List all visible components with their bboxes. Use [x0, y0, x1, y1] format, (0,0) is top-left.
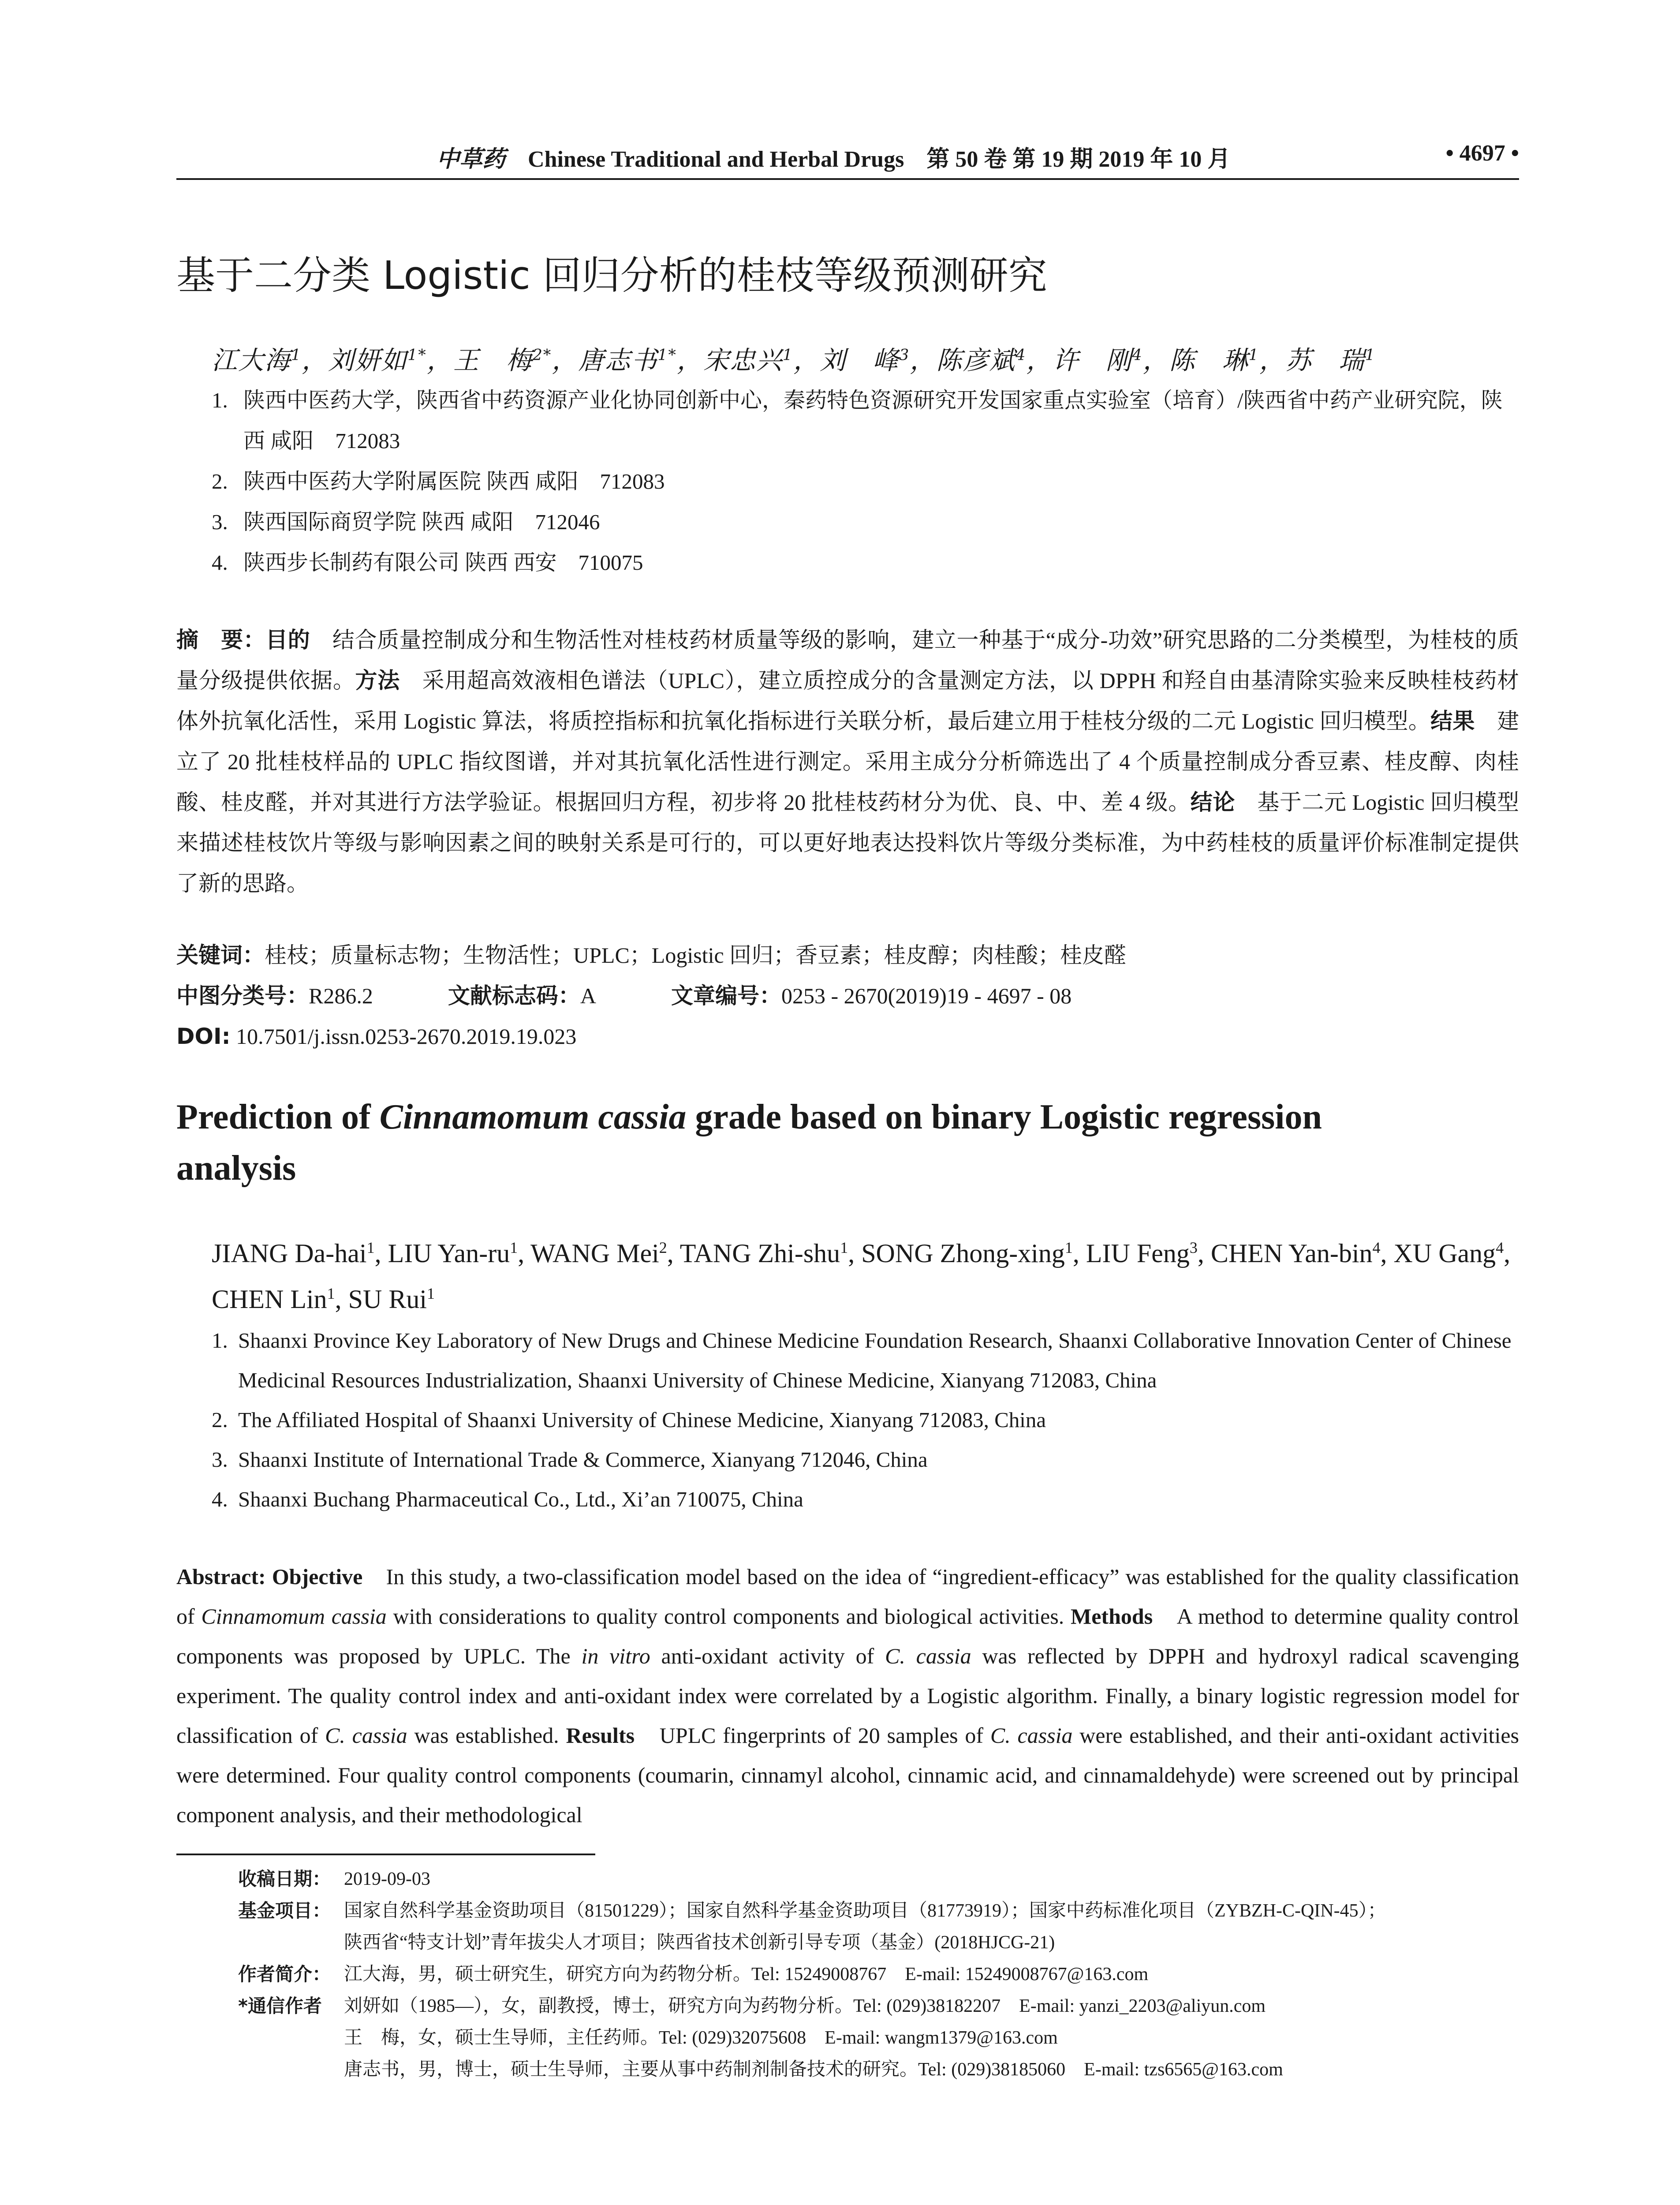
author-name: 刘妍如 [328, 345, 408, 375]
author-affiliation-mark: 1 [782, 346, 794, 364]
author-name: LIU Feng [1086, 1239, 1190, 1268]
author-name: 陈彦斌 [936, 345, 1016, 375]
author-name: JIANG Da-hai [212, 1239, 367, 1268]
clc-code: R286.2 [309, 983, 373, 1008]
author-affiliation-mark: 2* [532, 346, 552, 364]
en-affiliation-item: 3. Shaanxi Institute of International Trade & Commerce, Xianyang 712046, China [212, 1447, 928, 1472]
author-affiliation-mark: 1 [1248, 346, 1259, 364]
author-name: 苏 瑞 [1285, 345, 1365, 375]
author-affiliation-mark: 3 [899, 346, 910, 364]
author-affiliation-mark: 2 [659, 1239, 667, 1256]
author-affiliation-mark: 3 [1189, 1239, 1198, 1256]
en-results-label: Results [566, 1723, 635, 1748]
cn-abstract [176, 620, 1519, 904]
en-affiliation-item: 2. The Affiliated Hospital of Shaanxi University of Chinese Medicine, Xianyang 712083, China [212, 1408, 1046, 1432]
author-affiliation-mark: 1 [291, 346, 302, 364]
author-affiliation-mark: 1 [840, 1239, 848, 1256]
author-name: CHEN Lin [212, 1285, 327, 1314]
author-name: 王 梅 [453, 345, 533, 375]
issue-info: 第 50 卷 第 19 期 2019 年 10 月 [926, 147, 1231, 172]
author-name: TANG Zhi-shu [679, 1239, 840, 1268]
cn-results: 建立了 20 批桂枝样品的 UPLC 指纹图谱，并对其抗氧化活性进行测定。采用主成分分析筛选出了 4 个质量控制成分香豆素、桂皮醇、肉桂酸、桂皮醛，并对其进行方法学验证。根据回归方程，初步将 20 批桂枝药材分为优、良、中、差 4 级。 [176, 709, 1519, 815]
author-affiliation-mark: 1 [1365, 346, 1376, 364]
header-rule [176, 178, 1519, 180]
author-affiliation-mark: 1* [657, 346, 677, 364]
author-name: WANG Mei [530, 1239, 659, 1268]
author-name: LIU Yan-ru [388, 1239, 510, 1268]
en-affiliations [212, 1321, 1519, 1519]
author-affiliation-mark: 1 [327, 1285, 335, 1302]
article-number: 0253 - 2670(2019)19 - 4697 - 08 [781, 983, 1072, 1008]
cn-results-label: 结果 [1430, 708, 1475, 734]
author-name: 江大海 [212, 345, 291, 375]
author-name: SU Rui [348, 1285, 427, 1314]
cn-affiliation-item: 3. 陕西国际商贸学院 陕西 咸阳 712046 [212, 510, 600, 534]
en-title: Prediction of Cinnamomum cassia grade based on binary Logistic regression analysis [176, 1098, 1322, 1188]
cn-authors: 江大海$^1$，刘妍如$^{1*}$，王 梅$^{2*}$，唐志书$^{1*}$，宋忠兴$^1$，刘 峰$^3$，陈彦斌$^4$，许 刚$^4$，陈 琳$^1$，苏 瑞$^1$ [212, 345, 1376, 375]
author-affiliation-mark: 1* [407, 346, 427, 364]
cn-methods: 采用超高效液相色谱法（UPLC），建立质控成分的含量测定方法，以 DPPH 和羟自由基清除实验来反映桂枝药材体外抗氧化活性，采用 Logistic 算法，将质控指标和抗氧化指标进行关联分析，最后建立用于桂枝分级的二元 Logistic 回归模型。 [176, 668, 1519, 733]
en-abstract-label: Abstract: Objective [176, 1564, 363, 1589]
en-methods-label: Methods [1071, 1604, 1153, 1629]
author-affiliation-mark: 4 [1132, 346, 1143, 364]
author-name: 陈 琳 [1169, 345, 1249, 375]
author-affiliation-mark: 4 [1015, 346, 1027, 364]
cn-conclusion: 基于二元 Logistic 回归模型来描述桂枝饮片等级与影响因素之间的映射关系是可行的，可以更好地表达投料饮片等级分类标准，为中药桂枝的质量评价标准制定提供了新的思路。 [176, 790, 1519, 896]
en-authors: JIANG Da-hai$^1$, LIU Yan-$ru^1$, WANG Mei$^2$, TANG Zhi-shu$^1$, SONG Zhong-xing$^1$, LIU Feng$^3$, CHEN Yan-bin$^4$, XU Gang$^4$, CHEN Lin$^1$, SU Rui$^1$ [212, 1239, 1511, 1314]
journal-title: Chinese Traditional and Herbal Drugs [528, 147, 904, 172]
cn-abstract-label: 摘 要： [176, 627, 266, 653]
doi-link[interactable]: 10.7501/j.issn.0253-2670.2019.19.023 [236, 1024, 577, 1049]
cn-affiliation-item: 2. 陕西中医药大学附属医院 陕西 咸阳 712083 [212, 469, 665, 493]
journal-logo: 中草药 [437, 147, 506, 172]
cn-affiliation-item: 4. 陕西步长制药有限公司 陕西 西安 710075 [212, 550, 643, 575]
cn-affiliations [212, 380, 1519, 583]
cn-classification: 中图分类号：R286.2 文献标志码：A 文章编号：0253 - 2670(2019)19 - 4697 - 08 [176, 983, 1072, 1009]
author-name: XU Gang [1393, 1239, 1496, 1268]
cn-title: 基于二分类 Logistic 回归分析的桂枝等级预测研究 [176, 253, 1047, 298]
fund-info: 基金项目： 国家自然科学基金资助项目（81501229）；国家自然科学基金资助项目（81773919）；国家中药标准化项目（ZYBZH-C-QIN-45）； 陕西省“特支计划”青年拔尖人才项目；陕西省技术创新引导专项（基金）(2018HJCG-21) [238, 1900, 1386, 1953]
doc-code: A [580, 983, 596, 1008]
cn-affiliation-item: 1. 陕西中医药大学，陕西省中药资源产业化协同创新中心，秦药特色资源研究开发国家重点实验室（培育）/陕西省中药产业研究院，陕西 咸阳 712083 [212, 388, 1503, 453]
journal-header [437, 140, 1230, 173]
cn-methods-label: 方法 [355, 668, 400, 693]
author-name: 许 刚 [1053, 345, 1132, 375]
cn-keywords: 关键词：桂枝；质量标志物；生物活性；UPLC；Logistic 回归；香豆素；桂皮醇；肉桂酸；桂皮醛 [176, 942, 1127, 968]
running-header [176, 140, 1519, 176]
received-date: 收稿日期： 2019-09-03 [238, 1868, 430, 1890]
cn-objective: 结合质量控制成分和生物活性对桂枝药材质量等级的影响，建立一种基于“成分-功效”研究思路的二分类模型，为桂枝的质量分级提供依据。 [176, 628, 1519, 693]
en-affiliation-item: 4. Shaanxi Buchang Pharmaceutical Co., Ltd., Xi’an 710075, China [212, 1487, 803, 1511]
corresponding-author: *通信作者 刘妍如（1985—），女，副教授，博士，研究方向为药物分析。Tel: (029)38182207 E-mail: yanzi_2203@aliyun.com 王 梅，女，硕士生导师，主任药师。Tel: (029)32075608 E-mail: wangm1379@163.com 唐志书，男，博士，硕士生导师，主要从事中药制剂制备技术的研究。Tel: (029)38185060 E-mail: tzs6565@163.com [238, 1995, 1283, 2080]
author-affiliation-mark: 4 [1496, 1239, 1504, 1256]
author-info: 作者简介： 江大海，男，硕士研究生，研究方向为药物分析。Tel: 15249008767 E-mail: 15249008767@163.com [238, 1963, 1149, 1985]
cn-objective-label: 目的 [265, 627, 310, 653]
footnote-rule [176, 1854, 595, 1855]
author-name: SONG Zhong-xing [861, 1239, 1065, 1268]
author-name: 刘 峰 [820, 345, 900, 375]
page-number: • 4697 • [1445, 141, 1519, 166]
en-affiliation-item: 1. Shaanxi Province Key Laboratory of New Drugs and Chinese Medicine Foundation Research, Shaanxi Collaborative Innovation Center of Chinese Medicinal Resources Industrialization, Shaanxi University of Chinese Medicine, Xianyang 712083, China [212, 1328, 1512, 1392]
footnotes [238, 1863, 1519, 2085]
author-affiliation-mark: 1 [427, 1285, 435, 1302]
doi: DOI: 10.7501/j.issn.0253-2670.2019.19.023 [176, 1024, 577, 1049]
author-name: 宋忠兴 [703, 345, 783, 375]
cn-conclusion-label: 结论 [1190, 789, 1235, 815]
author-affiliation-mark: 1 [1064, 1239, 1073, 1256]
author-affiliation-mark: 1 [510, 1239, 518, 1256]
author-affiliation-mark: 4 [1372, 1239, 1381, 1256]
author-name: CHEN Yan-bin [1210, 1239, 1373, 1268]
author-name: 唐志书 [578, 345, 658, 375]
en-abstract: Abstract: Objective In this study, a two-classification model based on the idea of “ingredient-efficacy” was established for the quality classification of Cinnamomum cassia with considerations to quality control components and biological activities. Methods A method to determine quality control components was proposed by UPLC. The in vitro anti-oxidant activity of C. cassia was reflected by DPPH and hydroxyl radical scavenging experiment. The quality control index and anti-oxidant index were correlated by a Logistic algorithm. Finally, a binary logistic regression model for classification of C. cassia was established. Results UPLC fingerprints of 20 samples of C. cassia were established, and their anti-oxidant activities were determined. Four quality control components (coumarin, cinnamyl alcohol, cinnamic acid, and cinnamaldehyde) were screened out by principal component analysis, and their methodological [176, 1564, 1519, 1827]
author-affiliation-mark: 1 [366, 1239, 375, 1256]
